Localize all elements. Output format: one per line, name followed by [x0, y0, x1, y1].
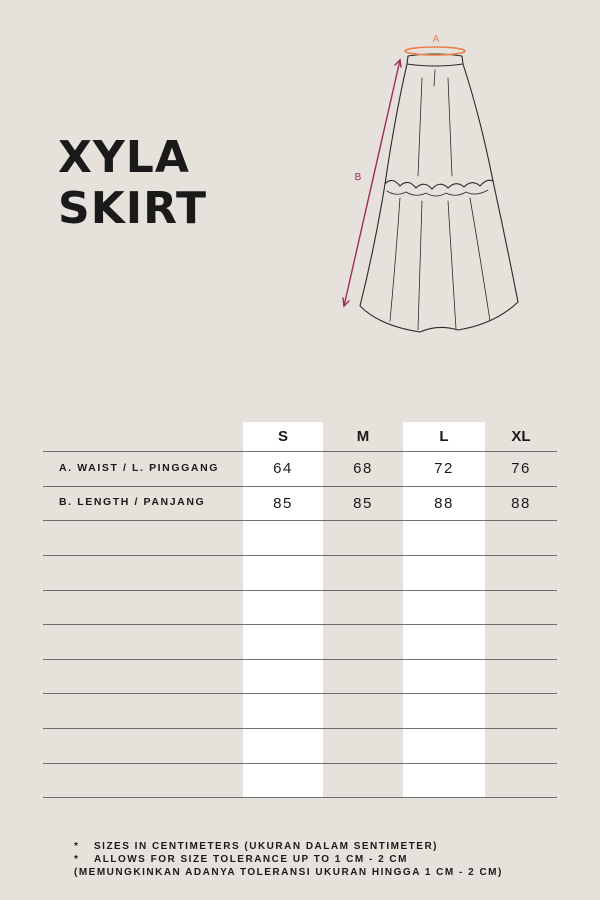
note-bullet: * — [74, 841, 80, 852]
skirt-lower-tier — [360, 181, 518, 332]
table-rule — [43, 555, 557, 556]
skirt-upper-tier — [385, 64, 493, 184]
size-chart-table — [43, 422, 557, 798]
size-column-l — [403, 422, 485, 798]
table-rule — [43, 520, 557, 521]
label-a: A — [432, 34, 440, 45]
size-header-m: M — [356, 428, 370, 445]
table-rule — [43, 693, 557, 694]
note-bullet: * — [74, 854, 80, 865]
table-rule — [43, 728, 557, 729]
note-text-2: ALLOWS FOR SIZE TOLERANCE UP TO 1 CM - 2 CM — [94, 854, 408, 865]
size-notes — [74, 840, 503, 879]
product-title — [58, 132, 207, 234]
table-rule — [43, 590, 557, 591]
skirt-gather-seam — [385, 180, 493, 189]
table-rule — [43, 797, 557, 798]
size-header-xl: XL — [511, 428, 531, 445]
waist-value-xl: 76 — [511, 460, 531, 477]
table-rule — [43, 659, 557, 660]
row-label-waist: A. WAIST / L. PINGGANG — [59, 462, 220, 474]
size-column-s — [243, 422, 323, 798]
length-value-s: 85 — [273, 495, 293, 512]
length-marker — [343, 60, 401, 306]
waist-value-s: 64 — [273, 460, 293, 477]
table-rule — [43, 624, 557, 625]
size-header-s: S — [277, 428, 288, 445]
waist-value-l: 72 — [434, 460, 454, 477]
title-line-2: SKIRT — [58, 183, 208, 234]
row-label-length: B. LENGTH / PANJANG — [59, 496, 206, 508]
length-value-m: 85 — [353, 495, 373, 512]
note-item — [74, 840, 503, 853]
waist-value-m: 68 — [353, 460, 373, 477]
label-b: B — [354, 172, 362, 183]
note-item — [74, 853, 503, 866]
table-rule — [43, 486, 557, 487]
skirt-diagram — [330, 26, 530, 346]
length-value-l: 88 — [434, 495, 454, 512]
length-value-xl: 88 — [511, 495, 531, 512]
note-text-1: SIZES IN CENTIMETERS (UKURAN DALAM SENTIMETER) — [94, 841, 438, 852]
table-rule — [43, 763, 557, 764]
size-header-l: L — [439, 428, 449, 445]
title-line-1: XYLA — [58, 132, 190, 183]
note-text-3: (MEMUNGKINKAN ADANYA TOLERANSI UKURAN HINGGA 1 CM - 2 CM) — [74, 867, 503, 878]
